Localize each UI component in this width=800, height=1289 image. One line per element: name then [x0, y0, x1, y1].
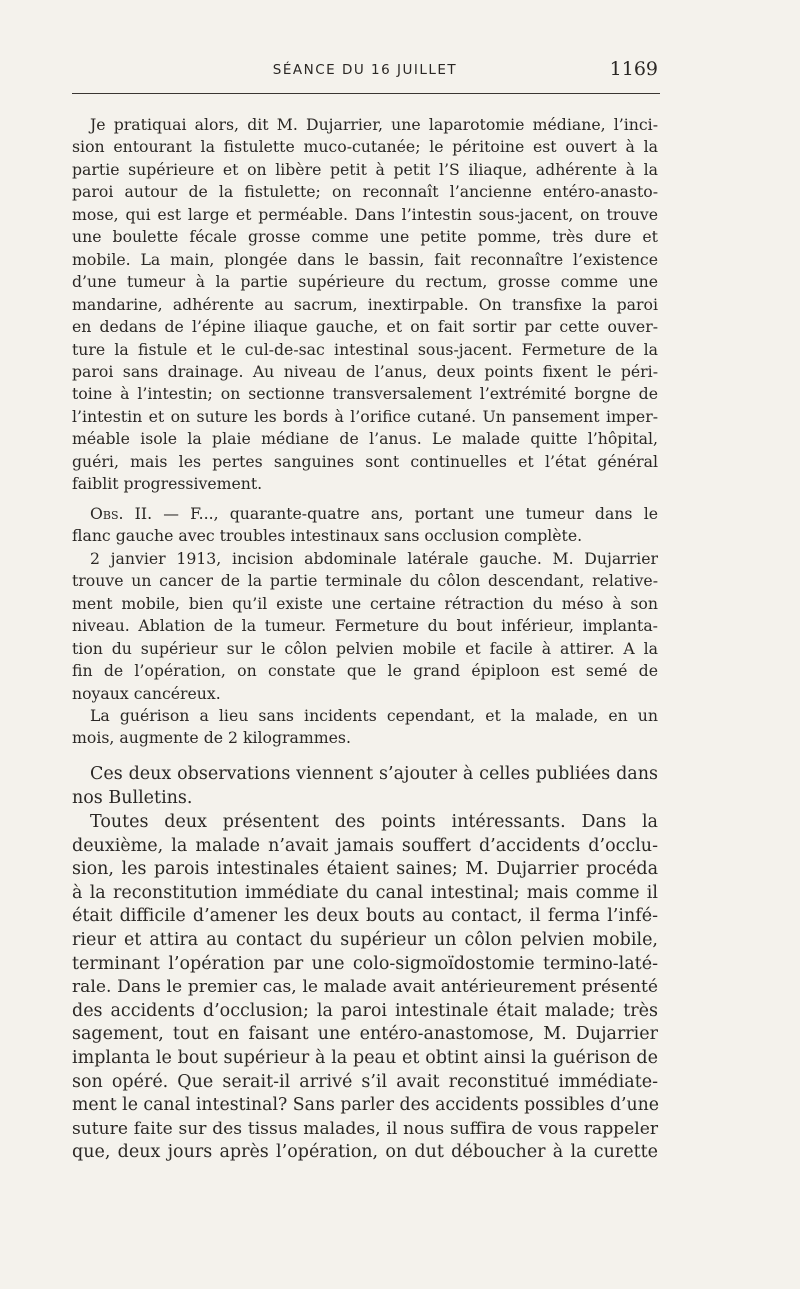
text-line: l’intestin et on suture les bords à l’orifice cutané. Un pansement imper- — [72, 406, 658, 426]
text-line: une boulette fécale grosse comme une petite pomme, très dure et — [72, 227, 658, 247]
page-header — [72, 58, 658, 84]
text-line: paroi sans drainage. Au niveau de l’anus, deux points fixent le péri- — [72, 361, 658, 381]
text-line: Je pratiquai alors, dit M. Dujarrier, une laparotomie médiane, l’inci- — [90, 115, 658, 134]
obs-heading-line — [72, 503, 658, 525]
text-line: était difficile d’amener les deux bouts au contact, il ferma l’infé- — [72, 906, 658, 927]
text-line: ture la fistule et le cul-de-sac intestinal sous-jacent. Fermeture de la — [72, 339, 658, 359]
text-line: son opéré. Que serait-il arrivé s’il avait reconstitué immédiate- — [72, 1071, 658, 1092]
observation-1-continuation — [72, 114, 658, 496]
text-line: sion, les parois intestinales étaient saines; M. Dujarrier procéda — [72, 859, 658, 880]
text-line: ment le canal intestinal? Sans parler des accidents possibles d’une — [72, 1095, 660, 1116]
text-line: partie supérieure et on libère petit à petit l’S iliaque, adhérente à la — [72, 159, 658, 179]
observation-2-operation — [72, 548, 658, 705]
text-line: méable isole la plaie médiane de l’anus. Le malade quitte l’hôpital, — [72, 429, 658, 449]
text-line: toine à l’intestin; on sectionne transversalement l’extrémité borgne de — [72, 384, 658, 404]
text-line: sion entourant la fistulette muco-cutanée; le péritoine est ouvert à la — [72, 137, 658, 157]
text-line: deuxième, la malade n’avait jamais souffert d’accidents d’occlu- — [72, 835, 658, 856]
text-line: trouve un cancer de la partie terminale du côlon descendant, relative- — [72, 571, 658, 591]
obs-heading-text: — F..., quarante-quatre ans, portant une tumeur dans le — [152, 504, 658, 523]
text-line: 2 janvier 1913, incision abdominale latérale gauche. M. Dujarrier — [90, 549, 658, 568]
text-line: flanc gauche avec troubles intestinaux sans occlusion complète. — [72, 526, 583, 546]
text-line: ment mobile, bien qu’il existe une certaine rétraction du méso à son — [72, 593, 658, 613]
text-line: mose, qui est large et perméable. Dans l’intestin sous-jacent, on trouve — [72, 204, 658, 224]
text-line: fin de l’opération, on constate que le grand épiploon est semé de — [72, 661, 658, 681]
text-line: en dedans de l’épine iliaque gauche, et on fait sortir par cette ouver- — [72, 317, 658, 337]
text-line: à la reconstitution immédiate du canal intestinal; mais comme il — [72, 882, 658, 903]
observation-2 — [72, 503, 658, 548]
text-line: paroi autour de la fistulette; on reconnaît l’ancienne entéro-anasto- — [72, 182, 658, 202]
text-line: mandarine, adhérente au sacrum, inextirpable. On transfixe la paroi — [72, 294, 658, 314]
obs-label: Obs. II. — [90, 504, 153, 523]
text-line: Toutes deux présentent des points intéressants. Dans la — [90, 812, 658, 832]
header-rule — [72, 93, 660, 94]
observation-2-outcome — [72, 705, 658, 750]
text-line: Ces deux observations viennent s’ajouter à celles publiées dans — [90, 764, 658, 784]
text-line: terminant l’opération par une colo-sigmoïdostomie termino-laté- — [72, 953, 658, 974]
text-line: suture faite sur des tissus malades, il nous suffira de vous rappeler — [72, 1118, 658, 1139]
text-line: rale. Dans le premier cas, le malade avait antérieurement présenté — [72, 977, 658, 998]
text-line: d’une tumeur à la partie supérieure du rectum, grosse comme une — [72, 272, 658, 292]
text-line: mois, augmente de 2 kilogrammes. — [72, 728, 351, 748]
text-line: implanta le bout supérieur à la peau et obtint ainsi la guérison de — [72, 1047, 658, 1068]
text-line: faiblit progressivement. — [72, 474, 263, 494]
text-line: nos Bulletins. — [72, 787, 193, 808]
text-line: noyaux cancéreux. — [72, 683, 221, 703]
text-line: sagement, tout en faisant une entéro-anastomose, M. Dujarrier — [72, 1024, 658, 1045]
commentary-body — [72, 811, 658, 1165]
text-line: mobile. La main, plongée dans le bassin, fait reconnaître l’existence — [72, 249, 658, 269]
page-number: 1169 — [609, 58, 658, 80]
commentary-intro — [72, 763, 658, 810]
text-line: que, deux jours après l’opération, on dut déboucher à la curette — [72, 1142, 658, 1163]
text-line: rieur et attira au contact du supérieur un côlon pelvien mobile, — [72, 929, 658, 950]
text-line: La guérison a lieu sans incidents cependant, et la malade, en un — [90, 706, 658, 725]
text-line: tion du supérieur sur le côlon pelvien mobile et facile à attirer. A la — [72, 638, 658, 658]
text-line: guéri, mais les pertes sanguines sont continuelles et l’état général — [72, 451, 658, 471]
text-line: niveau. Ablation de la tumeur. Fermeture du bout inférieur, implanta- — [72, 616, 658, 636]
text-line: des accidents d’occlusion; la paroi intestinale était malade; très — [72, 1000, 658, 1021]
running-head: SÉANCE DU 16 JUILLET — [272, 62, 458, 78]
